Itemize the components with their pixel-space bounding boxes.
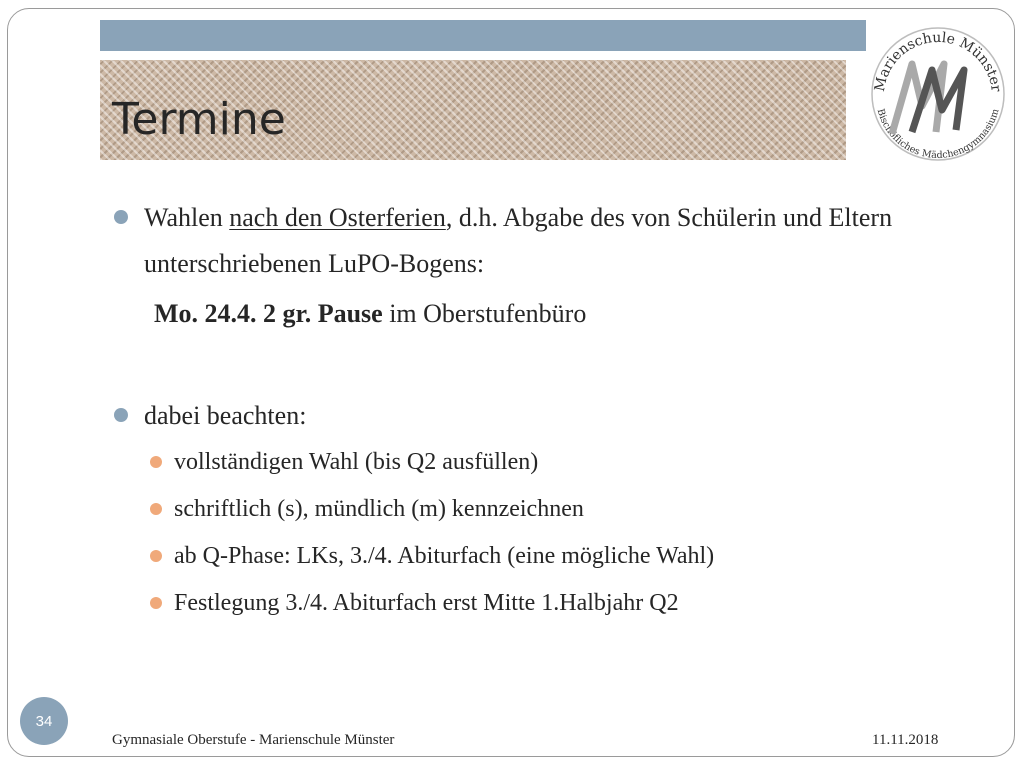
date-line: Mo. 24.4. 2 gr. Pause im Oberstufenbüro [154, 299, 587, 328]
footer-date: 11.11.2018 [872, 732, 939, 748]
slide-content [110, 195, 990, 627]
slide-number-badge: 34 [20, 697, 68, 745]
logo-arc-text-top: Marienschule Münster [871, 29, 1004, 93]
sub-bullet: schriftlich (s), mündlich (m) kennzeichnen [110, 486, 990, 533]
slide-title: Termine [112, 94, 286, 145]
logo-arc-text-bottom: Bischöfliches Mädchengymnasium [874, 107, 1002, 162]
bullet-beachten: dabei beachten: [110, 393, 990, 439]
footer-text: Gymnasiale Oberstufe - Marienschule Münster [112, 732, 395, 748]
underlined-text: nach den Osterferien [229, 203, 446, 232]
sub-bullet: vollständigen Wahl (bis Q2 ausfüllen) [110, 439, 990, 486]
sub-bullet: Festlegung 3./4. Abiturfach erst Mitte 1.Halbjahr Q2 [110, 580, 990, 627]
school-logo [862, 14, 1012, 164]
top-accent-bar [100, 20, 866, 51]
bullet-wahlen: Wahlen nach den Osterferien, d.h. Abgabe des von Schülerin und Eltern unterschriebenen LuPO-Bogens: [110, 195, 990, 287]
sub-bullet: ab Q-Phase: LKs, 3./4. Abiturfach (eine mögliche Wahl) [110, 533, 990, 580]
